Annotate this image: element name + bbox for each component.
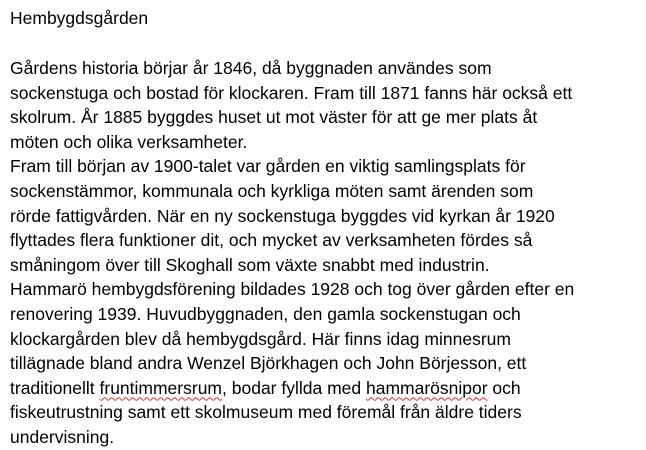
- text-segment: och: [487, 377, 521, 398]
- text-line: Fram till början av 1900-talet var gården en viktig samlingsplats för: [10, 156, 526, 177]
- text-line: Hammarö hembygdsförening bildades 1928 och tog över gården efter en: [10, 279, 575, 300]
- text-line: [10, 376, 640, 401]
- text-line: Gårdens historia börjar år 1846, då byggnaden användes som: [10, 58, 492, 78]
- text-line: flyttades flera funktioner dit, och mycket av verksamheten fördes så: [10, 230, 533, 251]
- misspelled-word[interactable]: fruntimmersrum: [99, 377, 223, 398]
- blank-line: [10, 30, 640, 56]
- document-body: [10, 6, 640, 450]
- text-line: småningom över till Skoghall som växte snabbt med industrin.: [10, 254, 490, 275]
- text-line: klockargården blev då hembygdsgård. Här finns idag minnesrum: [10, 328, 511, 349]
- text-line: möten och olika verksamheter.: [10, 131, 248, 152]
- text-segment: , bodar fyllda med: [222, 377, 366, 398]
- text-line: tillägnade bland andra Wenzel Björkhagen och John Börjesson, ett: [10, 353, 527, 374]
- text-line: skolrum. År 1885 byggdes huset ut mot väster för att ge mer plats åt: [10, 107, 538, 128]
- misspelled-word[interactable]: hammarösnipor: [365, 377, 488, 398]
- text-line: renovering 1939. Huvudbyggnaden, den gamla sockenstugan och: [10, 303, 521, 324]
- text-line: sockenstämmor, kommunala och kyrkliga möten samt ärenden som: [10, 180, 534, 201]
- text-line: undervisning.: [10, 426, 115, 447]
- document-title: Hembygdsgården: [10, 8, 149, 28]
- text-line: rörde fattigvården. När en ny sockenstuga byggdes vid kyrkan år 1920: [10, 205, 555, 226]
- text-line: fiskeutrustning samt ett skolmuseum med föremål från äldre tiders: [10, 402, 522, 423]
- text-line: sockenstuga och bostad för klockaren. Fram till 1871 fanns här också ett: [10, 82, 573, 103]
- text-segment: traditionellt: [10, 377, 100, 398]
